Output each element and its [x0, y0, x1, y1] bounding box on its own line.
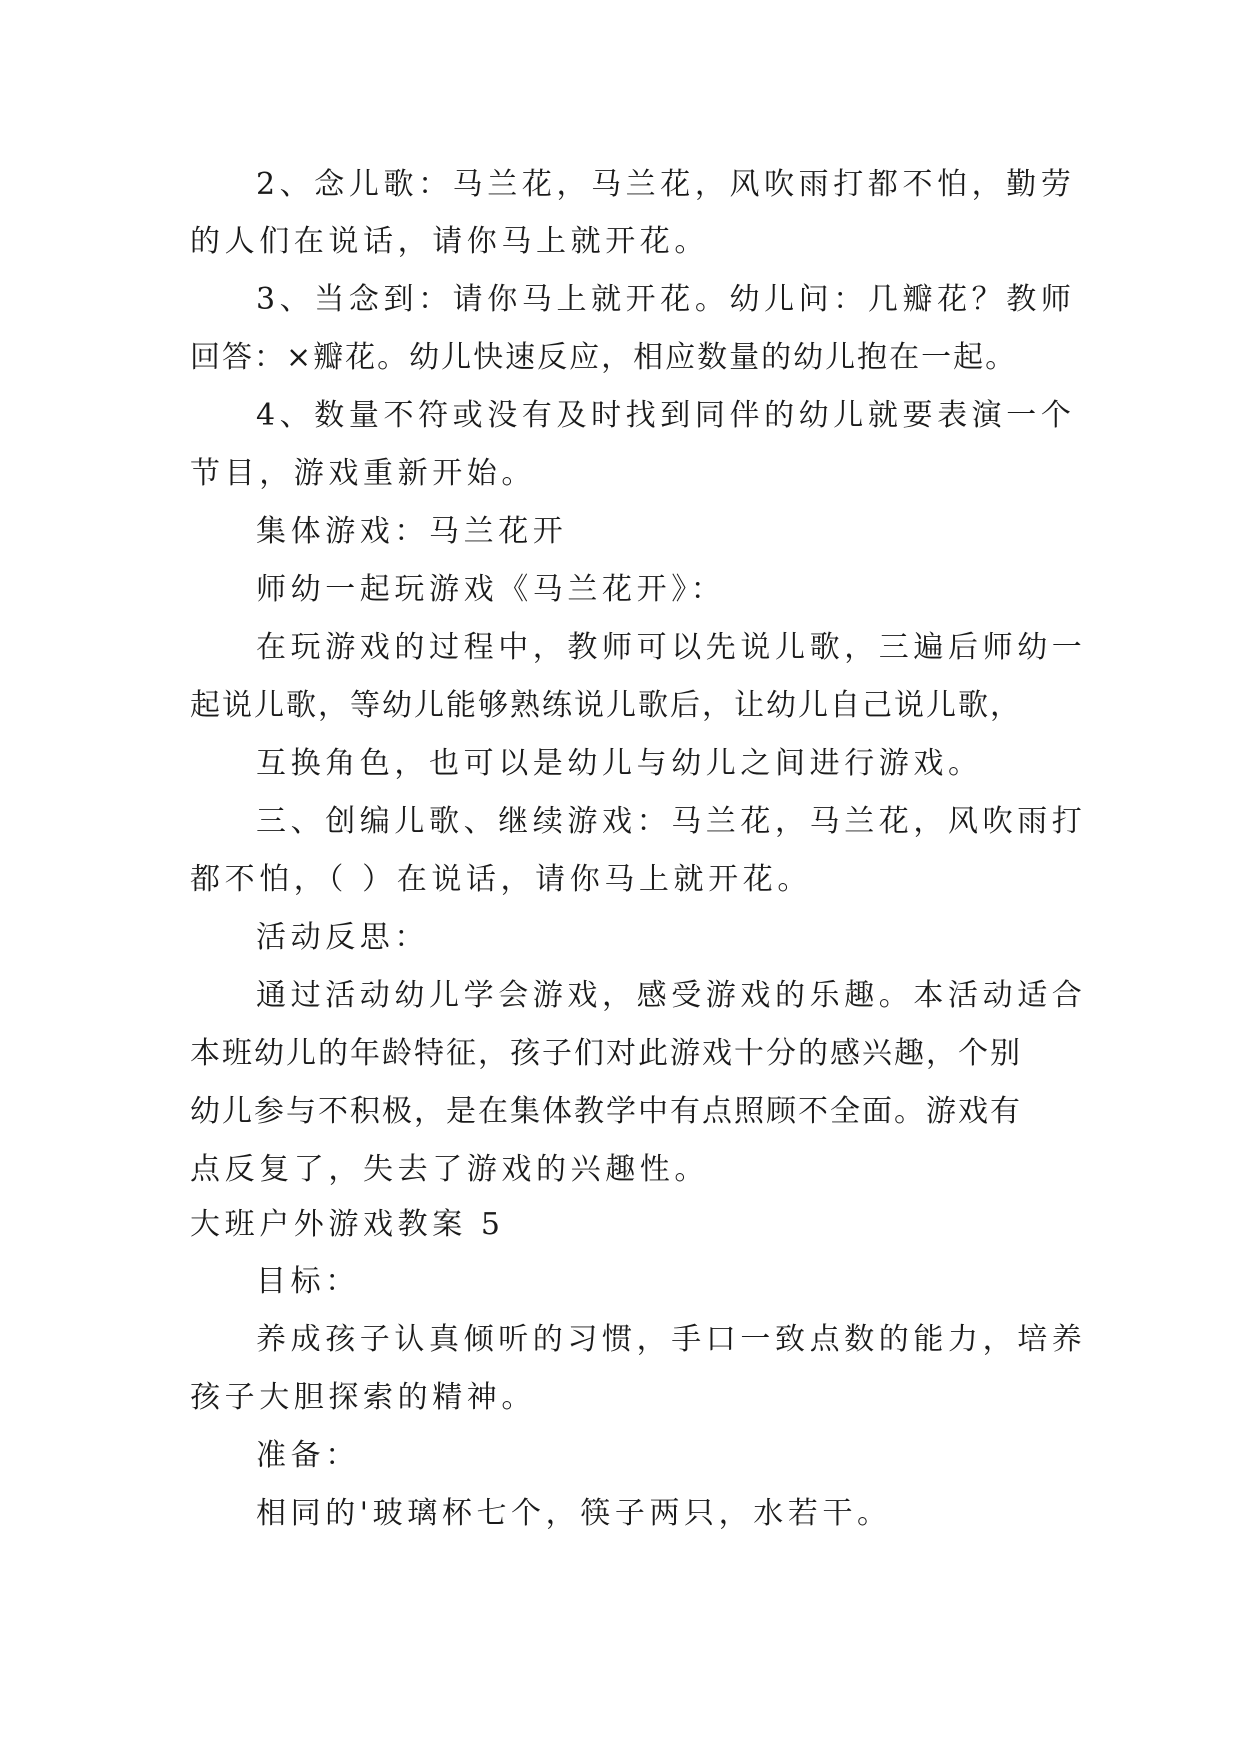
section-heading: 集体游戏：马兰花开	[256, 514, 568, 549]
section-heading: 准备：	[256, 1438, 360, 1473]
paragraph-line: 互换角色，也可以是幼儿与幼儿之间进行游戏。	[256, 746, 983, 781]
section-heading: 目标：	[256, 1264, 360, 1299]
section-heading: 活动反思：	[256, 920, 429, 955]
paragraph-line: 相同的'玻璃杯七个，筷子两只，水若干。	[256, 1496, 892, 1531]
paragraph-line: 幼儿参与不积极，是在集体教学中有点照顾不全面。游戏有	[190, 1094, 1022, 1129]
lesson-title: 大班户外游戏教案 5	[190, 1207, 505, 1242]
paragraph-line: 3、当念到：请你马上就开花。幼儿问：几瓣花？教师	[256, 282, 1076, 317]
paragraph-line: 回答：×瓣花。幼儿快速反应，相应数量的幼儿抱在一起。	[190, 340, 1018, 375]
paragraph-line: 的人们在说话，请你马上就开花。	[190, 224, 709, 259]
paragraph-line: 2、念儿歌：马兰花，马兰花，风吹雨打都不怕，勤劳	[256, 167, 1076, 202]
paragraph-line: 点反复了，失去了游戏的兴趣性。	[190, 1152, 709, 1187]
paragraph-line: 4、数量不符或没有及时找到同伴的幼儿就要表演一个	[256, 398, 1076, 433]
paragraph-line: 师幼一起玩游戏《马兰花开》：	[256, 572, 726, 607]
paragraph-line: 起说儿歌，等幼儿能够熟练说儿歌后，让幼儿自己说儿歌，	[190, 688, 1022, 723]
paragraph-line: 都不怕，（ ）在说话，请你马上就开花。	[190, 862, 812, 897]
paragraph-line: 节目，游戏重新开始。	[190, 456, 536, 491]
paragraph-line: 本班幼儿的年龄特征，孩子们对此游戏十分的感兴趣，个别	[190, 1036, 1022, 1071]
paragraph-line: 通过活动幼儿学会游戏，感受游戏的乐趣。本活动适合	[256, 978, 1087, 1013]
paragraph-line: 养成孩子认真倾听的习惯，手口一致点数的能力，培养	[256, 1322, 1087, 1357]
paragraph-line: 在玩游戏的过程中，教师可以先说儿歌，三遍后师幼一	[256, 630, 1087, 665]
paragraph-line: 三、创编儿歌、继续游戏：马兰花，马兰花，风吹雨打	[256, 804, 1087, 839]
paragraph-line: 孩子大胆探索的精神。	[190, 1380, 536, 1415]
